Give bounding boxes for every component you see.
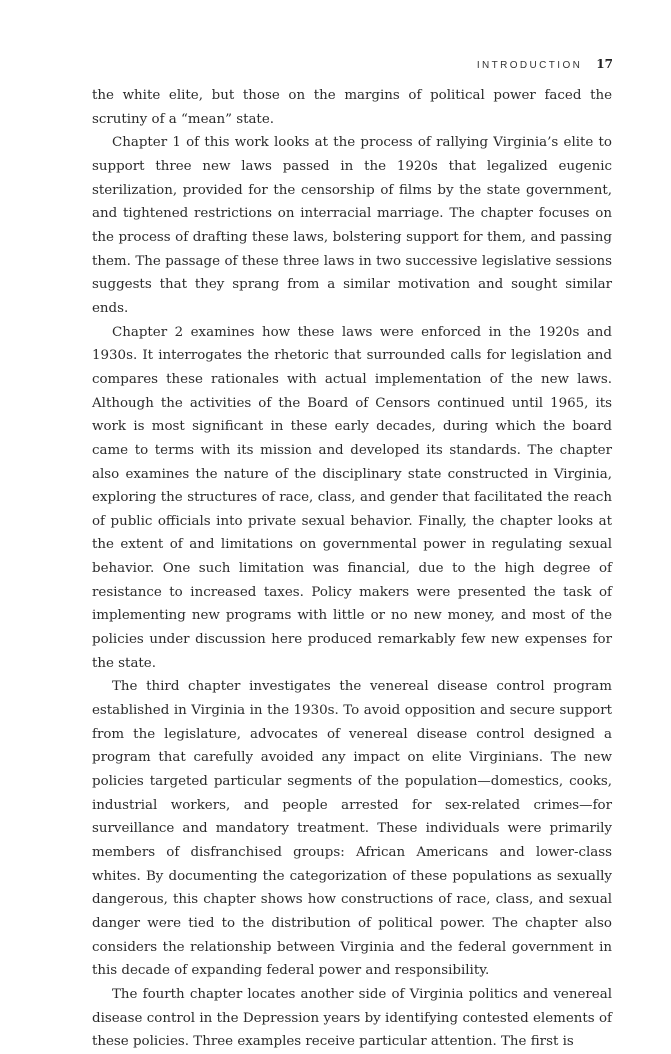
running-head	[477, 57, 613, 71]
running-head-section: INTRODUCTION	[476, 60, 583, 71]
paragraph-chapter-1: Chapter 1 of this work looks at the process of rallying Virginia’s elite to support three new laws passed in the 1920s that legalized eugenic sterilization, provided for the censorship of films by the state government, and tightened restrictions on interracial marriage. The chapter focuses on the process of drafting these laws, bolstering support for them, and passing them. The passage of these three laws in two successive legislative sessions suggests that they sprang from a similar motivation and sought similar ends.	[92, 135, 612, 316]
paragraph-chapter-2: Chapter 2 examines how these laws were enforced in the 1920s and 1930s. It interrogates the rhetoric that surrounded calls for legislation and compares these rationales with actual implementation of the new laws. Although the activities of the Board of Censors continued until 1965, its work is most significant in these early decades, during which the board came to terms with its mission and developed its standards. The chapter also examines the nature of the disciplinary state constructed in Virginia, exploring the structures of race, class, and gender that facilitated the reach of public officials into private sexual behavior. Finally, the chapter looks at the extent of and limitations on governmental power in regulating sexual behavior. One such limitation was financial, due to the high degree of resistance to increased taxes. Policy makers were presented the task of implementing new programs with little or no new money, and most of the policies under discussion here produced remarkably few new expenses for the state.	[92, 324, 612, 671]
page-number: 17	[596, 57, 613, 71]
paragraph-continuation: the white elite, but those on the margins of political power faced the scrutiny of a “mean” state.	[92, 88, 612, 127]
paragraph-chapter-4: The fourth chapter locates another side of Virginia politics and venereal disease control in the Depression years by identifying contested elements of these policies. Three examples receive particular attention. The first is	[92, 986, 612, 1050]
paragraph-chapter-3: The third chapter investigates the venereal disease control program established in Virginia in the 1930s. To avoid opposition and secure support from the legislature, advocates of venereal disease control designed a program that carefully avoided any impact on elite Virginians. The new policies targeted particular segments of the population—domestics, cooks, industrial workers, and people arrested for sex-related crimes—for surveillance and mandatory treatment. These individuals were primarily members of disfranchised groups: African Americans and lower-class whites. By documenting the categorization of these populations as sexually dangerous, this chapter shows how constructions of race, class, and sexual danger were tied to the distribution of political power. The chapter also considers the relationship between Virginia and the federal government in this decade of expanding federal power and responsibility.	[92, 679, 612, 979]
body-text	[92, 84, 612, 1054]
